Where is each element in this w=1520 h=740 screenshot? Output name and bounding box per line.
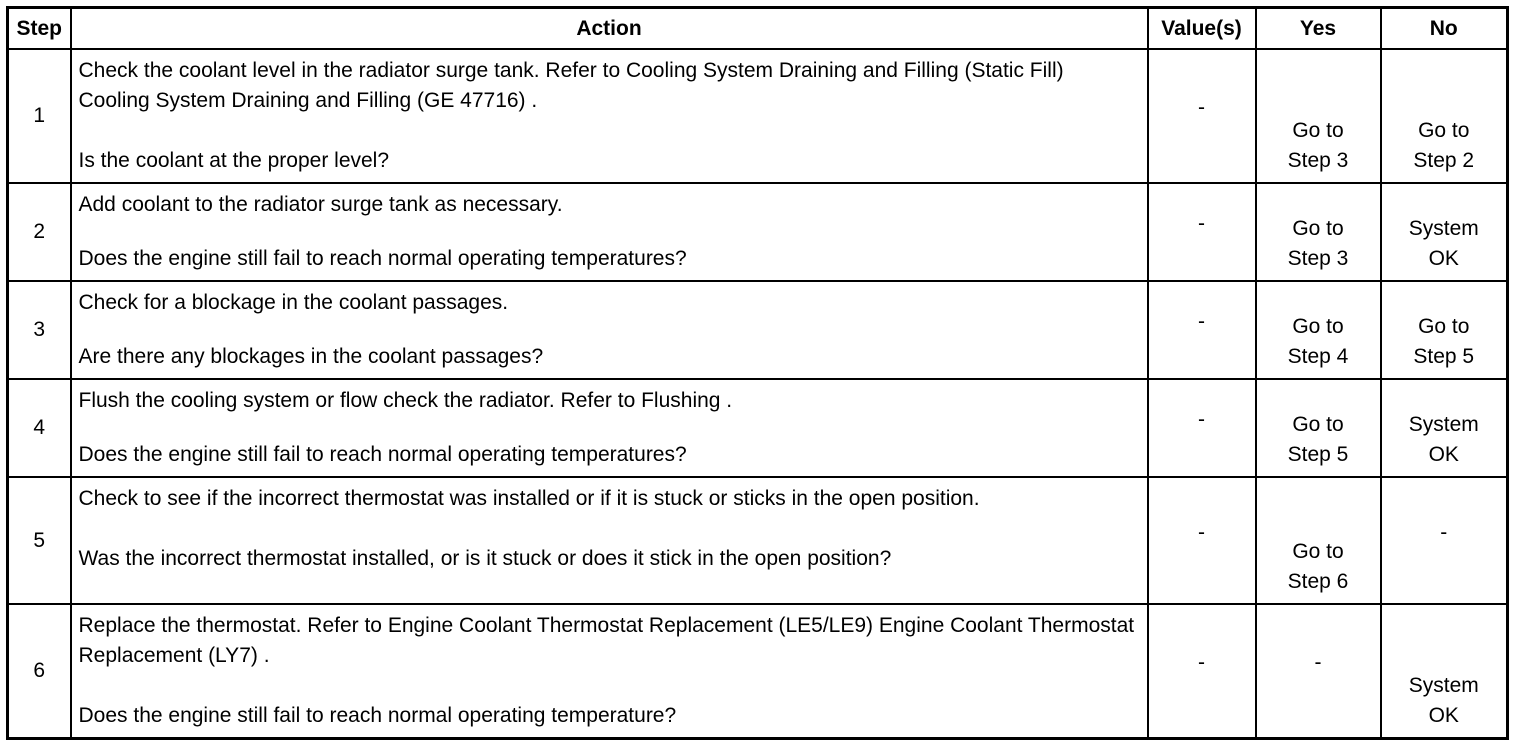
- action-question: Are there any blockages in the coolant passages?: [78, 345, 544, 368]
- value-cell: [1148, 281, 1256, 379]
- no-cell: [1381, 477, 1508, 604]
- no-cell: [1381, 49, 1508, 183]
- no-cell: [1381, 183, 1508, 281]
- diagnostic-table: [6, 6, 1509, 740]
- action-cell: [71, 183, 1148, 281]
- value-text: -: [1198, 520, 1205, 544]
- header-values: Value(s): [1148, 8, 1256, 50]
- table-row: [8, 604, 1508, 739]
- action-question: Does the engine still fail to reach normal operating temperatures?: [78, 443, 687, 466]
- yes-outcome: Go to Step 3: [1287, 217, 1349, 270]
- table-row: [8, 49, 1508, 183]
- header-row: [8, 8, 1508, 50]
- header-no: No: [1381, 8, 1508, 50]
- table-row: [8, 379, 1508, 477]
- table-row: [8, 477, 1508, 604]
- action-cell: [71, 379, 1148, 477]
- yes-cell: [1256, 477, 1381, 604]
- value-text: -: [1198, 651, 1205, 674]
- table-row: [8, 281, 1508, 379]
- no-outcome: -: [1440, 520, 1448, 544]
- action-instruction: Check the coolant level in the radiator surge tank. Refer to Cooling System Draining and Filling (Static Fill) Cooling System Draining and Filling (GE 47716) .: [78, 59, 1064, 112]
- action-instruction: Check to see if the incorrect thermostat was installed or if it is stuck or sticks in the open position.: [78, 487, 980, 510]
- action-cell: [71, 604, 1148, 739]
- value-cell: [1148, 49, 1256, 183]
- yes-outcome: Go to Step 4: [1287, 315, 1349, 368]
- action-cell: [71, 49, 1148, 183]
- action-cell: [71, 281, 1148, 379]
- no-cell: [1381, 379, 1508, 477]
- no-outcome: Go to Step 5: [1413, 315, 1475, 368]
- action-question: Was the incorrect thermostat installed, or is it stuck or does it stick in the open position?: [78, 547, 892, 570]
- action-question: Is the coolant at the proper level?: [78, 149, 390, 172]
- step-number: 1: [8, 49, 71, 183]
- yes-outcome: Go to Step 3: [1287, 119, 1349, 172]
- action-question: Does the engine still fail to reach normal operating temperatures?: [78, 247, 687, 270]
- yes-cell: [1256, 604, 1381, 739]
- value-cell: [1148, 183, 1256, 281]
- header-action: Action: [71, 8, 1148, 50]
- step-number: 6: [8, 604, 71, 739]
- yes-cell: [1256, 281, 1381, 379]
- no-outcome: System OK: [1408, 413, 1479, 466]
- value-text: -: [1198, 212, 1205, 235]
- step-number: 2: [8, 183, 71, 281]
- value-cell: [1148, 477, 1256, 604]
- table-row: [8, 183, 1508, 281]
- step-number: 5: [8, 477, 71, 604]
- value-text: -: [1198, 310, 1205, 333]
- header-yes: Yes: [1256, 8, 1381, 50]
- no-outcome: Go to Step 2: [1413, 119, 1475, 172]
- action-instruction: Replace the thermostat. Refer to Engine Coolant Thermostat Replacement (LE5/LE9) Engine Coolant Thermostat Replacement (LY7) .: [78, 614, 1135, 667]
- action-cell: [71, 477, 1148, 604]
- yes-outcome: Go to Step 5: [1287, 413, 1349, 466]
- step-number: 4: [8, 379, 71, 477]
- action-question: Does the engine still fail to reach normal operating temperature?: [78, 704, 677, 727]
- value-text: -: [1198, 408, 1205, 431]
- action-instruction: Check for a blockage in the coolant passages.: [78, 291, 509, 314]
- value-cell: [1148, 379, 1256, 477]
- no-outcome: System OK: [1408, 674, 1479, 727]
- value-text: -: [1198, 96, 1205, 119]
- yes-outcome: Go to Step 6: [1287, 540, 1349, 593]
- header-step: Step: [8, 8, 71, 50]
- no-cell: [1381, 281, 1508, 379]
- yes-outcome: -: [1314, 651, 1322, 674]
- yes-cell: [1256, 183, 1381, 281]
- value-cell: [1148, 604, 1256, 739]
- action-instruction: Add coolant to the radiator surge tank as necessary.: [78, 193, 563, 216]
- no-cell: [1381, 604, 1508, 739]
- yes-cell: [1256, 49, 1381, 183]
- action-instruction: Flush the cooling system or flow check the radiator. Refer to Flushing .: [78, 389, 733, 412]
- step-number: 3: [8, 281, 71, 379]
- yes-cell: [1256, 379, 1381, 477]
- no-outcome: System OK: [1408, 217, 1479, 270]
